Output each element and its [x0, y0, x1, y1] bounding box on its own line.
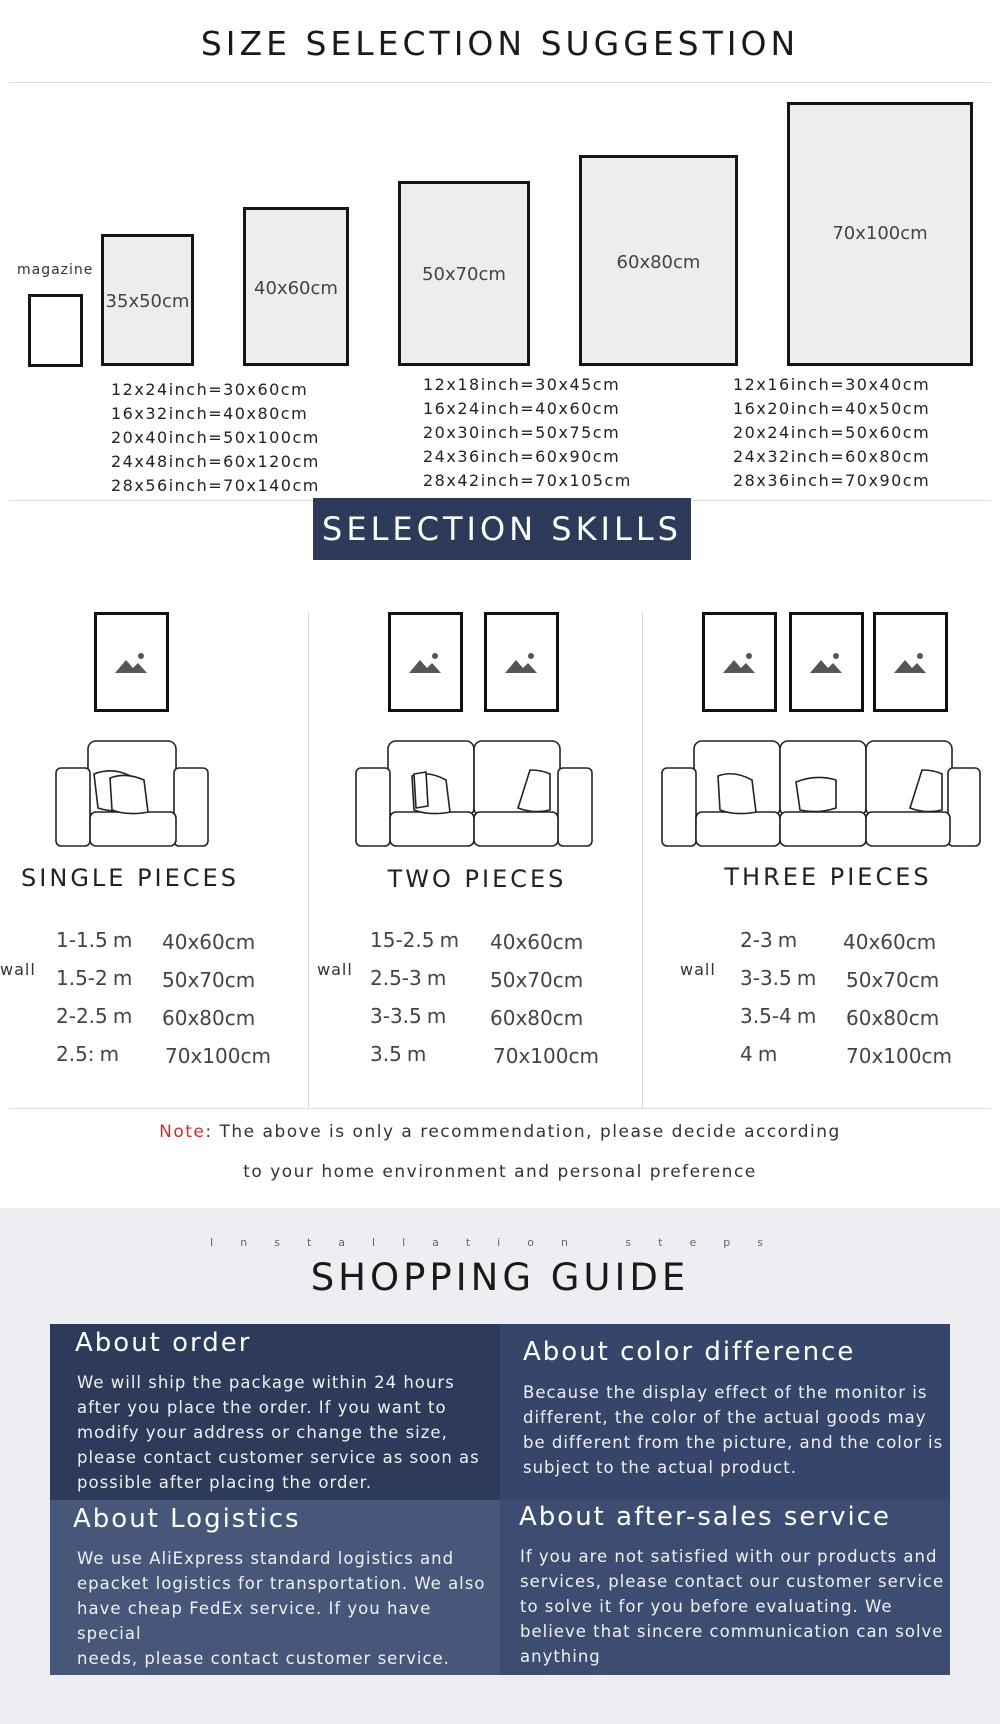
size-value: 70x100cm [846, 1044, 952, 1068]
card-text [520, 1544, 944, 1669]
distance-row [740, 1004, 816, 1028]
distance-value: 1.5-2 [56, 966, 108, 990]
card-text-line: We will ship the package within 24 hours [77, 1373, 455, 1392]
distance-row [740, 966, 816, 990]
col-title-two: TWO PIECES [387, 865, 567, 893]
col-title-three: THREE PIECES [724, 863, 932, 891]
picture-frame [702, 612, 777, 712]
card-text [77, 1370, 480, 1495]
distance-unit: m [426, 966, 447, 990]
distance-row [740, 928, 797, 952]
distance-value: 3.5 [370, 1042, 402, 1066]
size-list-item: 16x20inch=40x50cm [733, 399, 931, 418]
sofa-icon [354, 736, 594, 848]
size-value: 40x60cm [490, 930, 584, 954]
frame-60x80 [579, 155, 738, 366]
distance-row [56, 966, 132, 990]
note-line-1 [0, 1122, 1000, 1142]
card-text-line: be different from the picture, and the color is [523, 1433, 944, 1452]
size-list-item: 12x16inch=30x40cm [733, 375, 931, 394]
divider-bottom [9, 1108, 991, 1109]
distance-value: 3-3.5 [740, 966, 792, 990]
frame-50x70 [398, 181, 530, 366]
size-value: 50x70cm [846, 968, 940, 992]
size-list-2 [423, 373, 632, 493]
size-list-item: 12x24inch=30x60cm [111, 380, 309, 399]
size-value: 70x100cm [165, 1044, 271, 1068]
sofa-icon [660, 736, 982, 848]
card-about-logistics [50, 1500, 500, 1675]
card-text-line: epacket logistics for transportation. We also [77, 1574, 486, 1593]
distance-row [740, 1042, 777, 1066]
wall-label: wall [680, 960, 716, 979]
picture-icon [792, 615, 861, 709]
card-text-line: needs, please contact customer service. [77, 1649, 450, 1668]
card-text-line: anything [520, 1647, 601, 1666]
column-divider [308, 612, 309, 1108]
card-text-line: different, the color of the actual goods may [523, 1408, 927, 1427]
distance-row [370, 1042, 426, 1066]
distance-row [370, 1004, 446, 1028]
size-list-item: 28x42inch=70x105cm [423, 471, 632, 490]
distance-value: 2.5-3 [370, 966, 422, 990]
sofa-icon [54, 736, 212, 848]
picture-frame [873, 612, 948, 712]
card-heading: About after-sales service [519, 1502, 892, 1532]
size-list-item: 12x18inch=30x45cm [423, 375, 621, 394]
card-text-line: services, please contact our customer service [520, 1572, 945, 1591]
size-value: 60x80cm [162, 1006, 256, 1030]
distance-unit: m [796, 966, 817, 990]
size-list-3 [733, 373, 930, 493]
distance-unit: m [99, 1042, 120, 1066]
distance-row [56, 1042, 119, 1066]
picture-icon [97, 615, 166, 709]
card-heading: About color difference [523, 1337, 856, 1367]
frame-70x100 [787, 102, 973, 366]
size-list-item: 24x32inch=60x80cm [733, 447, 931, 466]
distance-unit: m [112, 966, 133, 990]
distance-unit: m [426, 1004, 447, 1028]
distance-row [56, 928, 132, 952]
card-about-after-sales [500, 1500, 950, 1675]
picture-frame [388, 612, 463, 712]
distance-unit: m [112, 928, 133, 952]
card-text [523, 1380, 943, 1480]
card-about-order [50, 1324, 500, 1500]
distance-row [370, 966, 446, 990]
distance-value: 1-1.5 [56, 928, 108, 952]
size-list-item: 16x32inch=40x80cm [111, 404, 309, 423]
card-text-line: have cheap FedEx service. If you have special [77, 1599, 432, 1643]
card-text-line: Because the display effect of the monitor is [523, 1383, 928, 1402]
size-list-item: 28x56inch=70x140cm [111, 476, 320, 495]
size-list-item: 20x24inch=50x60cm [733, 423, 931, 442]
distance-unit: m [796, 1004, 817, 1028]
distance-unit: m [757, 1042, 778, 1066]
distance-value: 2.5: [56, 1042, 95, 1066]
card-text [77, 1546, 500, 1671]
col-title-single: SINGLE PIECES [21, 864, 239, 892]
size-list-item: 24x48inch=60x120cm [111, 452, 320, 471]
size-list-1 [111, 378, 320, 498]
card-about-color-difference [500, 1324, 950, 1500]
distance-value: 2-3 [740, 928, 773, 952]
frame-35x50 [101, 234, 194, 366]
picture-frame [789, 612, 864, 712]
distance-unit: m [439, 928, 460, 952]
magazine-frame [28, 294, 83, 367]
card-heading: About Logistics [73, 1504, 301, 1534]
frame-40x60 [243, 207, 349, 366]
distance-row [370, 928, 459, 952]
size-list-item: 20x30inch=50x75cm [423, 423, 621, 442]
installation-steps-subtitle: Installation steps [210, 1236, 790, 1249]
card-text-line: please contact customer service as soon as [77, 1448, 480, 1467]
selection-skills-banner: SELECTION SKILLS [313, 498, 691, 560]
divider-top [9, 82, 991, 83]
size-value: 70x100cm [493, 1044, 599, 1068]
card-text-line: to solve it for you before evaluating. We [520, 1597, 893, 1616]
picture-frame [484, 612, 559, 712]
card-text-line: modify your address or change the size, [77, 1423, 448, 1442]
frame-label: 60x80cm [616, 252, 701, 273]
distance-unit: m [406, 1042, 427, 1066]
note-text: : The above is only a recommendation, please decide according [205, 1122, 841, 1142]
card-text-line: after you place the order. If you want to [77, 1398, 447, 1417]
distance-row [56, 1004, 132, 1028]
size-list-item: 16x24inch=40x60cm [423, 399, 621, 418]
shopping-guide-title: SHOPPING GUIDE [310, 1256, 690, 1299]
card-heading: About order [75, 1328, 252, 1358]
card-text-line: possible after placing the order. [77, 1473, 373, 1492]
size-value: 50x70cm [162, 968, 256, 992]
card-text-line: believe that sincere communication can solve [520, 1622, 944, 1641]
size-section-title: SIZE SELECTION SUGGESTION [200, 24, 800, 63]
frame-label: 50x70cm [422, 264, 506, 285]
wall-label: wall [317, 960, 353, 979]
frame-label: 70x100cm [832, 223, 928, 244]
distance-unit: m [777, 928, 798, 952]
size-list-item: 28x36inch=70x90cm [733, 471, 931, 490]
distance-unit: m [112, 1004, 133, 1028]
picture-icon [705, 615, 774, 709]
picture-icon [876, 615, 945, 709]
distance-value: 2-2.5 [56, 1004, 108, 1028]
card-text-line: If you are not satisfied with our products and [520, 1547, 938, 1566]
picture-icon [391, 615, 460, 709]
wall-label: wall [0, 960, 36, 979]
distance-value: 3-3.5 [370, 1004, 422, 1028]
card-text-line: subject to the actual product. [523, 1458, 797, 1477]
size-value: 50x70cm [490, 968, 584, 992]
distance-value: 15-2.5 [370, 928, 435, 952]
note-label: Note [159, 1122, 206, 1142]
picture-frame [94, 612, 169, 712]
size-list-item: 24x36inch=60x90cm [423, 447, 621, 466]
magazine-label: magazine [17, 262, 94, 278]
picture-icon [487, 615, 556, 709]
size-value: 60x80cm [846, 1006, 940, 1030]
size-list-item: 20x40inch=50x100cm [111, 428, 320, 447]
size-value: 40x60cm [162, 930, 256, 954]
size-value: 60x80cm [490, 1006, 584, 1030]
distance-value: 3.5-4 [740, 1004, 792, 1028]
frame-label: 35x50cm [105, 291, 190, 312]
card-text-line: We use AliExpress standard logistics and [77, 1549, 455, 1568]
note-line-2: to your home environment and personal preference [243, 1162, 757, 1182]
size-value: 40x60cm [843, 930, 937, 954]
frame-label: 40x60cm [254, 278, 338, 299]
distance-value: 4 [740, 1042, 753, 1066]
column-divider [642, 612, 643, 1108]
